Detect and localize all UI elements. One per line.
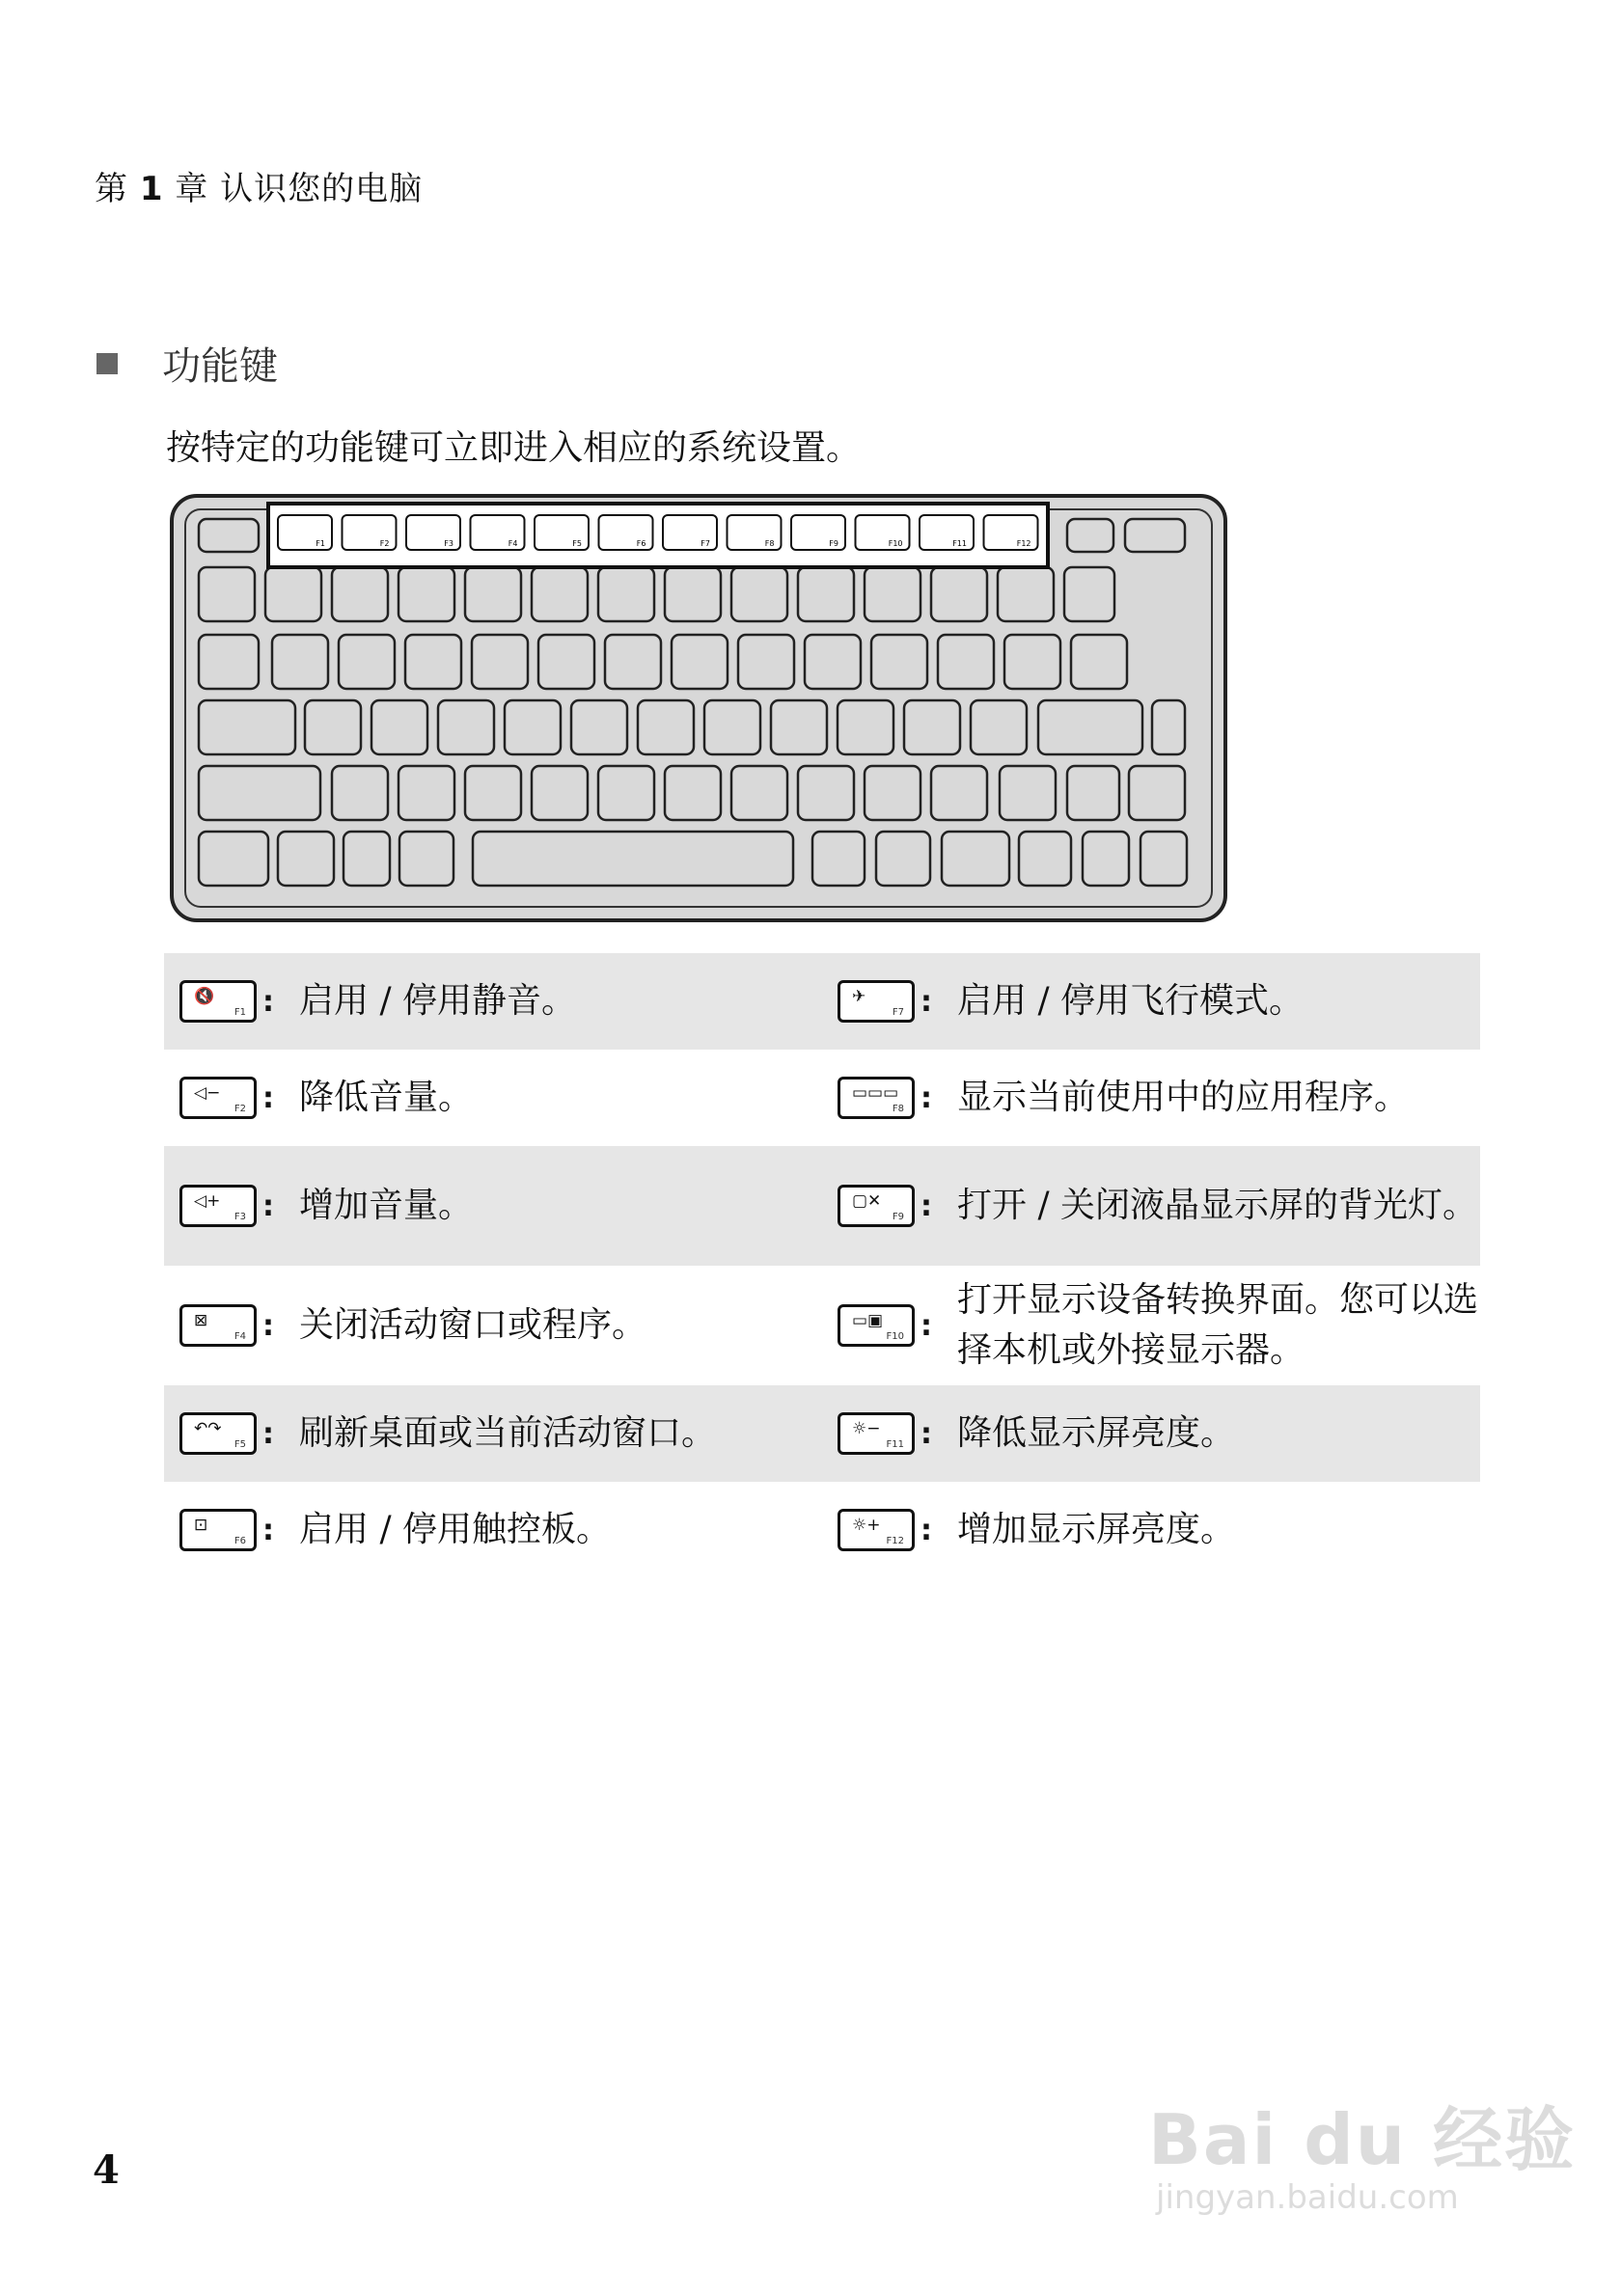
keyboard-key xyxy=(876,832,930,886)
keyboard-key xyxy=(1000,766,1056,820)
key-symbol-icon: ↶↷ xyxy=(194,1419,222,1438)
strip-key xyxy=(471,515,525,550)
keyboard-key xyxy=(904,700,960,754)
colon: : xyxy=(262,984,274,1019)
function-key-entry xyxy=(822,953,1480,1050)
keyboard-key xyxy=(598,567,654,621)
keyboard-key xyxy=(731,567,787,621)
keyboard-key xyxy=(199,766,320,820)
key-symbol-icon: ◁− xyxy=(194,1083,221,1103)
svg-text:F6: F6 xyxy=(636,539,646,548)
keyboard-key xyxy=(532,567,588,621)
page-number: 4 xyxy=(93,2147,120,2193)
section-title: 功能键 xyxy=(162,344,278,389)
function-description: 增加显示屏亮度。 xyxy=(957,1510,1236,1549)
keyboard-key xyxy=(332,567,388,621)
function-description: 启用 / 停用飞行模式。 xyxy=(957,981,1305,1021)
keyboard-key xyxy=(704,700,760,754)
keyboard-key xyxy=(798,766,854,820)
keyboard-key xyxy=(265,567,321,621)
key-fn-label: F10 xyxy=(886,1331,904,1342)
svg-text:F7: F7 xyxy=(701,539,710,548)
function-key-entry xyxy=(822,1482,1480,1578)
keyboard-key xyxy=(598,766,654,820)
svg-text:F1: F1 xyxy=(316,539,325,548)
key-symbol-icon: ▢✕ xyxy=(852,1191,882,1211)
keyboard-key xyxy=(438,700,494,754)
svg-text:F11: F11 xyxy=(952,539,967,548)
chapter-header xyxy=(95,162,423,209)
function-key-entry xyxy=(164,1050,822,1146)
function-key-icon xyxy=(838,1509,915,1551)
keyboard-key xyxy=(812,832,865,886)
strip-key xyxy=(599,515,653,550)
function-key-icon xyxy=(179,980,257,1023)
key-fn-label: F12 xyxy=(886,1536,904,1546)
strip-key xyxy=(663,515,717,550)
keyboard-key xyxy=(805,635,861,689)
function-key-icon xyxy=(838,1412,915,1455)
keyboard-key xyxy=(272,635,328,689)
key-fn-label: F8 xyxy=(892,1104,904,1114)
function-key-icon xyxy=(179,1185,257,1227)
keyboard-key xyxy=(398,766,454,820)
function-key-icon xyxy=(179,1077,257,1119)
key-fn-label: F3 xyxy=(234,1212,246,1222)
keyboard-key xyxy=(1064,567,1114,621)
keyboard-key xyxy=(865,766,920,820)
key-symbol-icon: ▭▭▭ xyxy=(852,1083,899,1103)
keyboard-key xyxy=(971,700,1027,754)
strip-key xyxy=(278,515,332,550)
colon: : xyxy=(262,1308,274,1343)
function-key-entry xyxy=(822,1050,1480,1146)
keyboard-key xyxy=(571,700,627,754)
key-fn-label: F5 xyxy=(234,1439,246,1450)
keyboard-key xyxy=(465,567,521,621)
key-fn-label: F6 xyxy=(234,1536,246,1546)
svg-text:F3: F3 xyxy=(444,539,453,548)
svg-text:F2: F2 xyxy=(379,539,390,548)
colon: : xyxy=(920,1080,932,1115)
keyboard-key xyxy=(199,700,295,754)
function-key-icon xyxy=(179,1304,257,1347)
keyboard-key xyxy=(199,519,259,552)
keyboard-key xyxy=(798,567,854,621)
colon: : xyxy=(920,984,932,1019)
keyboard-key xyxy=(1140,832,1187,886)
keyboard-key xyxy=(532,766,588,820)
function-key-icon xyxy=(838,980,915,1023)
keyboard-key xyxy=(339,635,395,689)
function-key-entry xyxy=(822,1385,1480,1482)
strip-key xyxy=(343,515,397,550)
function-key-entry xyxy=(822,1266,1480,1385)
colon: : xyxy=(262,1513,274,1547)
key-fn-label: F11 xyxy=(886,1439,904,1450)
chapter-title: 章 认识您的电脑 xyxy=(175,170,424,208)
function-description: 刷新桌面或当前活动窗口。 xyxy=(299,1413,717,1453)
keyboard-key xyxy=(1125,519,1185,552)
intro-text: 按特定的功能键可立即进入相应的系统设置。 xyxy=(166,428,862,468)
strip-key xyxy=(984,515,1038,550)
keyboard-key xyxy=(738,635,794,689)
key-fn-label: F7 xyxy=(892,1007,904,1018)
keyboard-key xyxy=(332,766,388,820)
function-key-entry xyxy=(164,1266,822,1385)
function-key-row xyxy=(164,1385,1480,1482)
keyboard-key xyxy=(1067,519,1113,552)
chapter-prefix: 第 xyxy=(95,170,128,208)
function-key-row xyxy=(164,1146,1480,1266)
keyboard-illustration xyxy=(170,494,1227,922)
keyboard-key xyxy=(665,766,721,820)
keyboard-key xyxy=(638,700,694,754)
keyboard-key xyxy=(399,832,453,886)
key-symbol-icon: ⊠ xyxy=(194,1311,208,1330)
keyboard-key xyxy=(1067,766,1119,820)
function-key-icon xyxy=(179,1412,257,1455)
keyboard-key xyxy=(771,700,827,754)
keyboard-key xyxy=(1038,700,1142,754)
strip-key xyxy=(920,515,974,550)
key-symbol-icon: ▭▣ xyxy=(852,1311,884,1330)
keyboard-key xyxy=(1071,635,1127,689)
keyboard-key xyxy=(931,567,987,621)
function-description: 关闭活动窗口或程序。 xyxy=(299,1305,647,1345)
svg-text:F4: F4 xyxy=(508,539,518,548)
keyboard-key xyxy=(931,766,987,820)
function-key-row xyxy=(164,1482,1480,1578)
bullet-square-icon xyxy=(96,353,118,374)
colon: : xyxy=(262,1416,274,1451)
keyboard-key xyxy=(538,635,594,689)
keyboard-key xyxy=(1004,635,1060,689)
chapter-number: 1 xyxy=(139,170,164,208)
strip-key xyxy=(406,515,460,550)
keyboard-key xyxy=(865,567,920,621)
keyboard-key xyxy=(199,832,268,886)
keyboard-key xyxy=(371,700,427,754)
svg-text:F5: F5 xyxy=(572,539,582,548)
function-key-icon xyxy=(179,1509,257,1551)
keyboard-key xyxy=(199,567,255,621)
function-description: 启用 / 停用触控板。 xyxy=(299,1510,612,1549)
watermark xyxy=(1148,2084,1576,2217)
section-heading xyxy=(96,336,278,391)
colon: : xyxy=(920,1513,932,1547)
function-key-row xyxy=(164,1266,1480,1385)
keyboard-key xyxy=(672,635,728,689)
svg-text:F12: F12 xyxy=(1016,539,1031,548)
key-symbol-icon: ⊡ xyxy=(194,1516,208,1535)
key-fn-label: F9 xyxy=(892,1212,904,1222)
key-fn-label: F4 xyxy=(234,1331,246,1342)
function-key-entry xyxy=(164,1482,822,1578)
function-description: 增加音量。 xyxy=(299,1186,474,1225)
keyboard-key xyxy=(343,832,390,886)
key-fn-label: F2 xyxy=(234,1104,246,1114)
function-description: 显示当前使用中的应用程序。 xyxy=(957,1078,1410,1117)
keyboard-key xyxy=(838,700,893,754)
key-fn-label: F1 xyxy=(234,1007,246,1018)
colon: : xyxy=(262,1189,274,1223)
keyboard-key xyxy=(1083,832,1129,886)
svg-text:F9: F9 xyxy=(829,539,838,548)
colon: : xyxy=(920,1416,932,1451)
colon: : xyxy=(920,1308,932,1343)
keyboard-key xyxy=(998,567,1054,621)
keyboard-key xyxy=(473,832,793,886)
function-key-icon xyxy=(838,1185,915,1227)
function-description: 降低显示屏亮度。 xyxy=(957,1413,1236,1453)
keyboard-key xyxy=(398,567,454,621)
keyboard-key xyxy=(1129,766,1185,820)
svg-text:F8: F8 xyxy=(764,539,775,548)
function-key-icon xyxy=(838,1077,915,1119)
function-description: 打开 / 关闭液晶显示屏的背光灯。 xyxy=(957,1186,1478,1225)
strip-key xyxy=(728,515,782,550)
keyboard-key xyxy=(731,766,787,820)
key-symbol-icon: ◁+ xyxy=(194,1191,221,1211)
function-key-row xyxy=(164,953,1480,1050)
keyboard-key xyxy=(938,635,994,689)
function-key-table xyxy=(164,953,1480,1578)
key-symbol-icon: ✈ xyxy=(852,987,866,1006)
function-key-entry xyxy=(164,1146,822,1266)
function-key-entry xyxy=(164,953,822,1050)
function-key-entry xyxy=(164,1385,822,1482)
keyboard-key xyxy=(405,635,461,689)
keyboard-key xyxy=(505,700,561,754)
keyboard-key xyxy=(665,567,721,621)
keyboard-key xyxy=(871,635,927,689)
key-symbol-icon: ☼+ xyxy=(852,1516,881,1535)
colon: : xyxy=(262,1080,274,1115)
function-key-entry xyxy=(822,1146,1480,1266)
function-description: 降低音量。 xyxy=(299,1078,474,1117)
keyboard-key xyxy=(1152,700,1185,754)
keyboard-key xyxy=(305,700,361,754)
colon: : xyxy=(920,1189,932,1223)
key-symbol-icon: ☼− xyxy=(852,1419,881,1438)
strip-key xyxy=(856,515,910,550)
watermark-url: jingyan.baidu.com xyxy=(1156,2178,1459,2217)
function-description: 启用 / 停用静音。 xyxy=(299,981,577,1021)
keyboard-key xyxy=(472,635,528,689)
keyboard-key xyxy=(465,766,521,820)
strip-key xyxy=(535,515,589,550)
key-symbol-icon: 🔇 xyxy=(194,987,215,1006)
strip-key xyxy=(791,515,845,550)
keyboard-key xyxy=(1019,832,1071,886)
keyboard-key xyxy=(199,635,259,689)
keyboard-key xyxy=(605,635,661,689)
function-key-icon xyxy=(838,1304,915,1347)
watermark-brand: Bai du 经验 xyxy=(1148,2099,1577,2180)
svg-text:F10: F10 xyxy=(888,539,903,548)
keyboard-key xyxy=(942,832,1009,886)
function-description: 打开显示设备转换界面。您可以选择本机或外接显示器。 xyxy=(957,1280,1479,1370)
function-key-row xyxy=(164,1050,1480,1146)
keyboard-key xyxy=(278,832,334,886)
